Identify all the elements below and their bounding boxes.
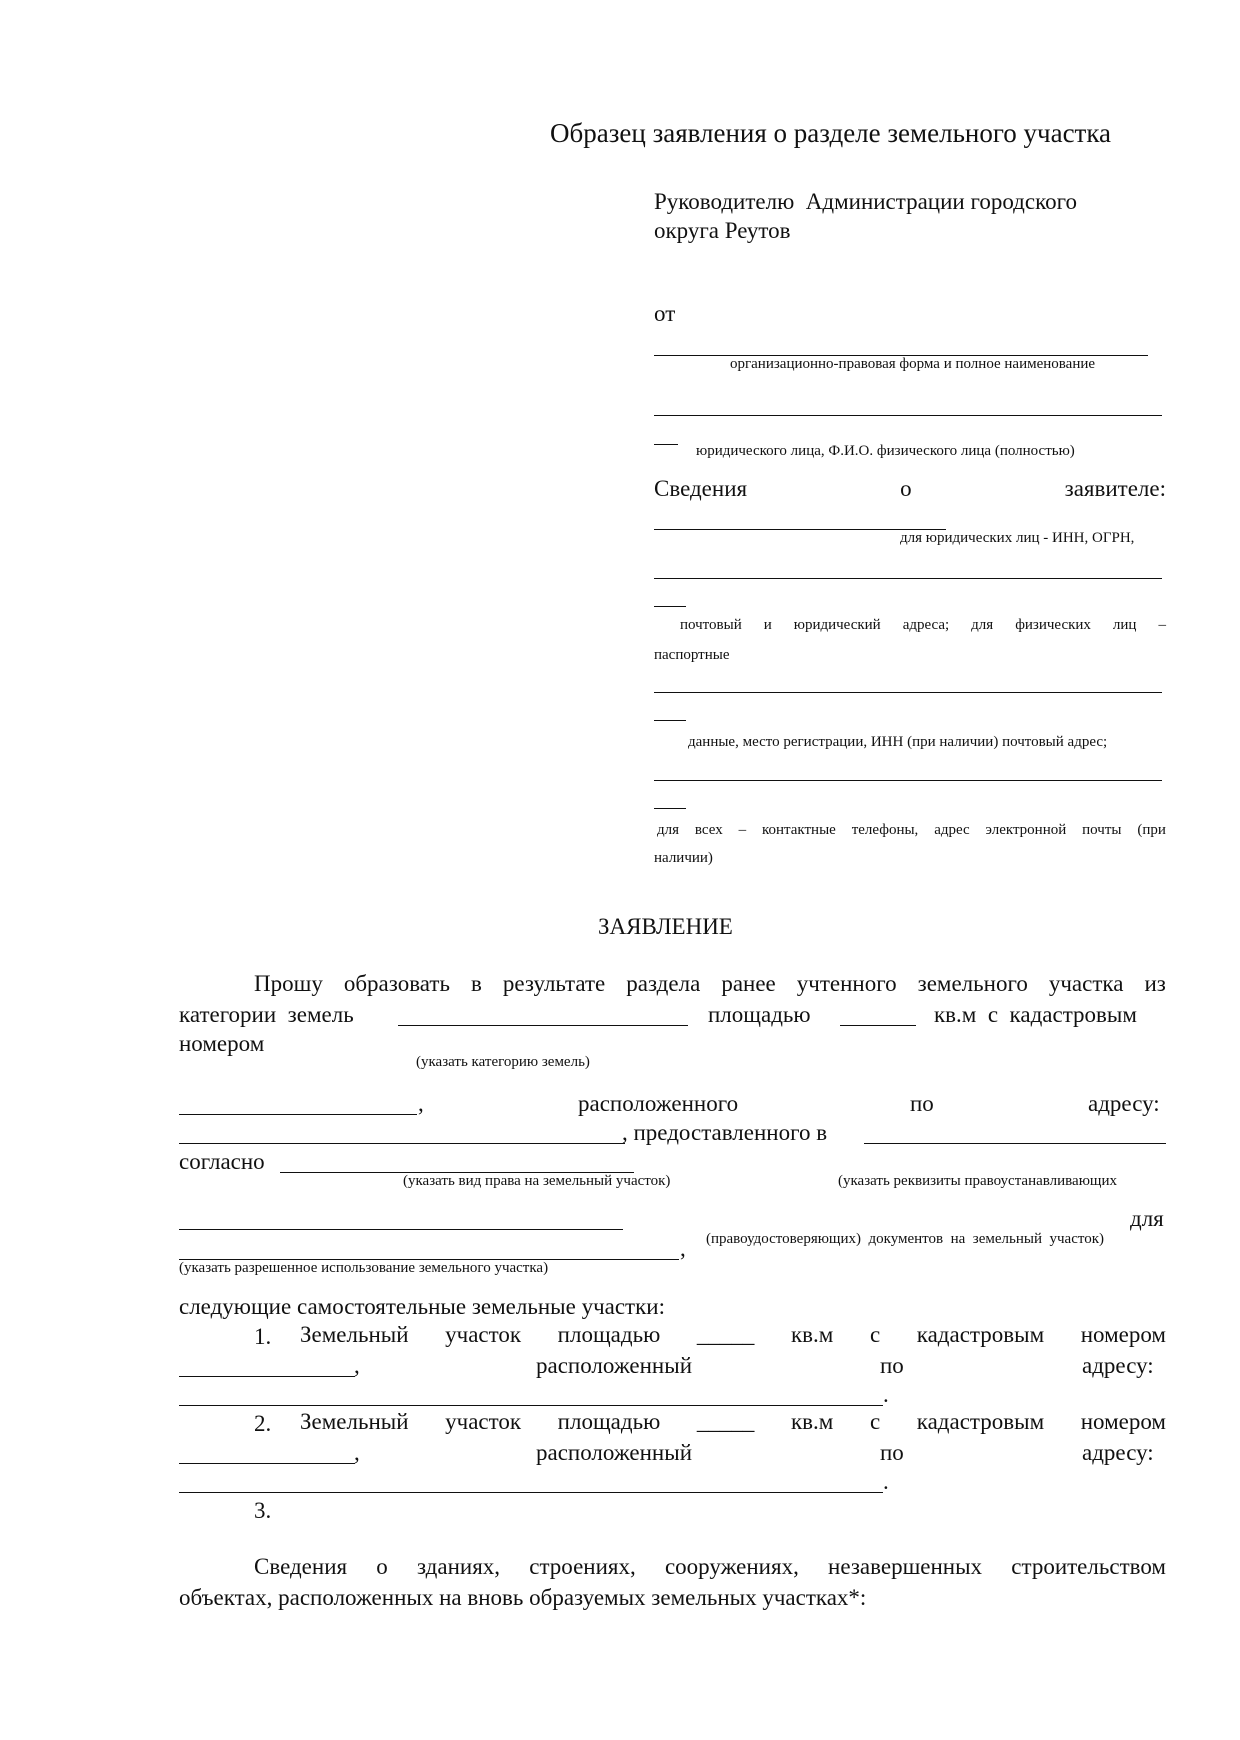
applicant-name-line-2-tail: [654, 444, 678, 445]
word: заявителе:: [1064, 476, 1166, 501]
word: Сведения: [254, 1554, 348, 1579]
item-2-dot: .: [883, 1469, 889, 1494]
p1-number-label: номером: [179, 1031, 265, 1056]
p1-category-label: категории земель: [179, 1002, 354, 1027]
word: адрес: [934, 822, 970, 838]
item-2-address-field[interactable]: [179, 1492, 883, 1493]
hint-person: юридического лица, Ф.И.О. физического лица (полностью): [696, 443, 1075, 459]
word: адреса;: [902, 617, 950, 633]
word: кв.м: [790, 1409, 834, 1434]
applicant-info-line-3[interactable]: [654, 692, 1162, 693]
word: о: [900, 476, 912, 501]
item-2-po: по: [880, 1440, 904, 1465]
info-line-2: объектах, расположенных на вновь образуемых земельных участках*:: [179, 1585, 867, 1610]
word: сооружениях,: [664, 1554, 799, 1579]
hint-all: [657, 822, 1166, 839]
addressee-line-1: Руководителю Администрации городского: [654, 189, 1077, 214]
word: (при: [1137, 822, 1166, 838]
p1-address-label: адресу:: [1088, 1091, 1160, 1116]
land-category-field[interactable]: [398, 1025, 688, 1026]
word: телефоны,: [851, 822, 919, 838]
word: о: [376, 1554, 388, 1579]
word: земельного: [917, 971, 1028, 996]
word: Прошу: [254, 971, 323, 996]
word: площадью: [557, 1322, 661, 1347]
item-2-number: 2.: [254, 1411, 272, 1436]
item-1-comma: ,: [354, 1353, 360, 1378]
word: всех: [694, 822, 723, 838]
following-plots-label: следующие самостоятельные земельные участки:: [179, 1294, 665, 1319]
applicant-info-line-2-tail: [654, 606, 686, 607]
word: образовать: [343, 971, 450, 996]
word: электронной: [985, 822, 1067, 838]
word: строениях,: [529, 1554, 636, 1579]
item-1-cadastral-field[interactable]: [179, 1376, 355, 1377]
word: и: [763, 617, 772, 633]
item-1-address-field[interactable]: [179, 1405, 883, 1406]
word: Земельный: [300, 1322, 409, 1347]
item-2-line-1: [300, 1409, 1166, 1435]
word: кв.м: [790, 1322, 834, 1347]
addressee-line-2: округа Реутов: [654, 218, 791, 243]
word: Земельный: [300, 1409, 409, 1434]
hint-usage: (указать разрешенное использование земельного участка): [179, 1260, 549, 1276]
p1-provided-label: , предоставленного в: [622, 1120, 828, 1145]
cadastral-number-field[interactable]: [179, 1114, 417, 1115]
item-1-number: 1.: [254, 1324, 272, 1349]
word: площадью: [557, 1409, 661, 1434]
hint-docs: (правоудостоверяющих) документов на земельный участок): [706, 1231, 1104, 1247]
word: для: [657, 822, 680, 838]
area-field[interactable]: [840, 1025, 916, 1026]
applicant-info-line-3-tail: [654, 720, 686, 721]
word: _____: [696, 1322, 755, 1347]
word: участка: [1048, 971, 1124, 996]
p1-for-label: для: [1130, 1206, 1164, 1231]
item-1-address-label: адресу:: [1082, 1353, 1154, 1378]
hint-org-form: организационно-правовая форма и полное наименование: [730, 356, 1096, 372]
word: ранее: [721, 971, 776, 996]
word: для: [971, 617, 994, 633]
word: учтенного: [796, 971, 897, 996]
requisites-field[interactable]: [179, 1229, 623, 1230]
p1-comma-2: ,: [680, 1236, 686, 1261]
document-title: Образец заявления о разделе земельного участка: [550, 118, 1112, 148]
p1-area-label: площадью: [708, 1002, 811, 1027]
item-2-located: расположенный: [536, 1440, 693, 1465]
item-3-number: 3.: [254, 1498, 272, 1523]
word: участок: [445, 1409, 522, 1434]
applicant-info-line-4-tail: [654, 808, 686, 809]
p1-according-label: согласно: [179, 1149, 265, 1174]
item-1-po: по: [880, 1353, 904, 1378]
word: кадастровым: [916, 1322, 1045, 1347]
hint-ur: для юридических лиц - ИНН, ОГРН,: [900, 530, 1135, 546]
hint-all-2: наличии): [654, 850, 713, 866]
hint-category: (указать категорию земель): [416, 1054, 590, 1070]
item-2-cadastral-field[interactable]: [179, 1463, 355, 1464]
from-label: от: [654, 301, 676, 326]
word: _____: [696, 1409, 755, 1434]
word: незавершенных: [828, 1554, 983, 1579]
word: из: [1144, 971, 1166, 996]
word: в: [470, 971, 482, 996]
word: участок: [445, 1322, 522, 1347]
word: контактные: [761, 822, 836, 838]
item-1-line-1: [300, 1322, 1166, 1348]
applicant-name-line-2[interactable]: [654, 415, 1162, 416]
item-2-address-label: адресу:: [1082, 1440, 1154, 1465]
word: номером: [1080, 1322, 1166, 1347]
word: кадастровым: [916, 1409, 1045, 1434]
word: Сведения: [654, 476, 748, 501]
word: строительством: [1011, 1554, 1166, 1579]
word: лиц: [1112, 617, 1137, 633]
p1-located-label: расположенного: [578, 1091, 739, 1116]
item-1-dot: .: [883, 1382, 889, 1407]
word: почты: [1082, 822, 1122, 838]
applicant-info-line-2[interactable]: [654, 578, 1162, 579]
word: номером: [1080, 1409, 1166, 1434]
word: физических: [1015, 617, 1091, 633]
p1-po-label: по: [910, 1091, 934, 1116]
word: раздела: [626, 971, 701, 996]
statement-heading: ЗАЯВЛЕНИЕ: [598, 914, 733, 939]
word: юридический: [793, 617, 881, 633]
word: –: [738, 822, 747, 838]
applicant-info-heading: [654, 476, 1166, 502]
hint-passport: паспортные: [654, 647, 730, 663]
hint-data: данные, место регистрации, ИНН (при наличии) почтовый адрес;: [688, 734, 1108, 750]
hint-requisites: (указать реквизиты правоустанавливающих: [838, 1173, 1118, 1189]
item-2-comma: ,: [354, 1440, 360, 1465]
info-line-1: [254, 1554, 1166, 1580]
word: зданиях,: [417, 1554, 501, 1579]
word: результате: [502, 971, 606, 996]
p1-line-1: [254, 971, 1166, 997]
item-1-located: расположенный: [536, 1353, 693, 1378]
p1-cadastral-label: кв.м с кадастровым: [934, 1002, 1137, 1027]
address-field[interactable]: [179, 1143, 625, 1144]
word: почтовый: [680, 617, 742, 633]
hint-right: (указать вид права на земельный участок): [403, 1173, 671, 1189]
applicant-info-line-4[interactable]: [654, 780, 1162, 781]
word: с: [869, 1322, 881, 1347]
hint-postal: [680, 617, 1166, 634]
word: –: [1158, 617, 1166, 633]
p1-comma: ,: [418, 1091, 424, 1116]
right-type-field-a[interactable]: [864, 1143, 1166, 1144]
word: с: [869, 1409, 881, 1434]
